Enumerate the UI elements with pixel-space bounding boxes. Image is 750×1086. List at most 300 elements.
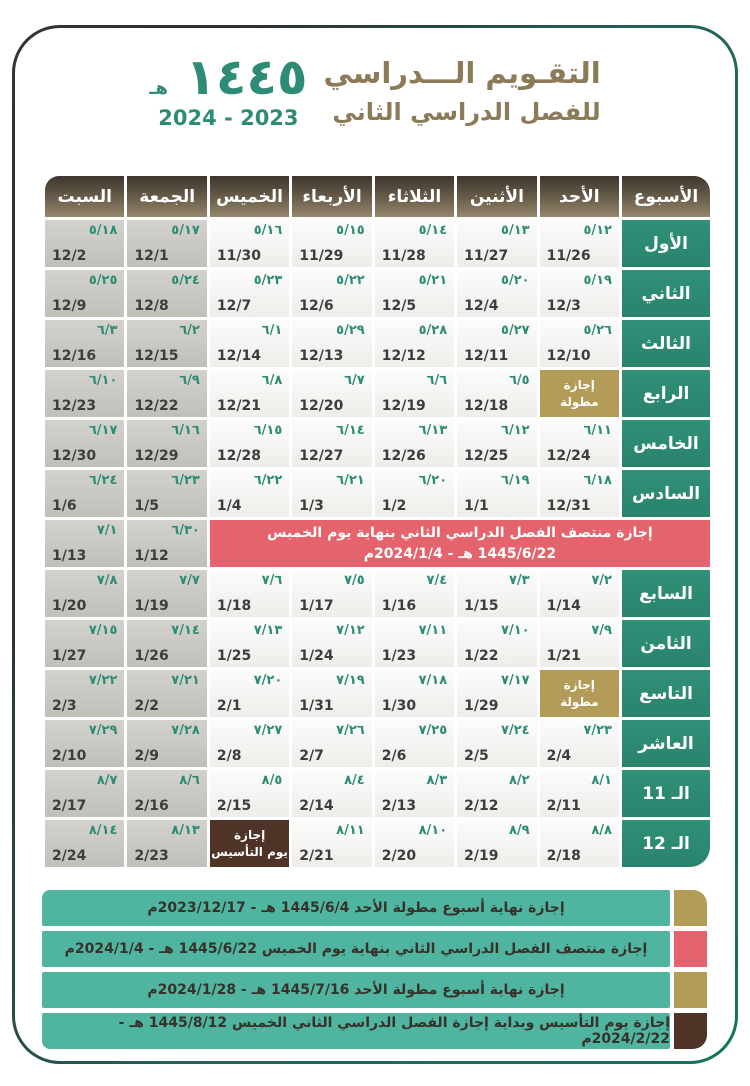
hijri-date: ٦/٩	[179, 373, 200, 388]
gregorian-date: 2/1	[216, 698, 242, 714]
hijri-date: ٧/٢٢	[88, 673, 118, 688]
gregorian-date: 12/11	[464, 348, 509, 364]
hijri-date: ٨/١١	[336, 823, 365, 838]
hijri-date: ٨/٨	[591, 823, 612, 838]
day-cell	[375, 320, 454, 367]
hijri-date: ٥/١٦	[253, 223, 283, 238]
day-cell	[375, 620, 454, 667]
gregorian-date: 12/5	[381, 298, 417, 314]
legend-label: إجازة نهاية أسبوع مطولة الأحد 1445/7/16 هـ - 2024/1/28م	[42, 972, 670, 1008]
hijri-date: ٧/٤	[426, 573, 448, 588]
hijri-date: ٧/٨	[96, 573, 118, 588]
day-cell	[375, 720, 454, 767]
calendar-table	[45, 176, 710, 867]
gregorian-date: 12/12	[381, 348, 426, 364]
day-cell	[45, 770, 124, 817]
hijri-year: ١٤٤٥ هـ	[149, 48, 308, 106]
day-cell	[292, 570, 371, 617]
day-cell	[210, 320, 289, 367]
day-cell	[45, 270, 124, 317]
hijri-date: ٧/١١	[418, 623, 448, 638]
legend-swatch-red	[674, 931, 707, 967]
hijri-date: ٧/٢٩	[88, 723, 118, 738]
hijri-date: ٥/٢٩	[336, 323, 365, 338]
hijri-date: ٦/٢١	[336, 473, 365, 488]
hijri-date: ٦/٢٠	[418, 473, 448, 488]
gregorian-date: 12/10	[546, 348, 591, 364]
day-cell	[375, 570, 454, 617]
gregorian-date: 2/7	[299, 748, 324, 764]
hijri-date: ٥/١٢	[583, 223, 612, 238]
day-cell	[292, 770, 371, 817]
holiday-line: إجازة	[563, 678, 595, 693]
legend-label: إجازة نهاية أسبوع مطولة الأحد 1445/6/4 هـ - 2023/12/17م	[42, 890, 670, 926]
day-header-cell: الخميس	[210, 176, 289, 217]
gregorian-date: 12/28	[216, 448, 261, 464]
hijri-date: ٧/١٨	[418, 673, 448, 688]
day-header-cell: الأحد	[540, 176, 619, 217]
banner-line1: إجازة منتصف الفصل الدراسي الثاني بنهاية يوم الخميس	[267, 525, 653, 542]
gregorian-date: 1/5	[134, 498, 160, 514]
day-cell	[375, 470, 454, 517]
legend	[42, 890, 707, 1049]
gregorian-date: 1/20	[52, 598, 87, 614]
hijri-date: ٧/٢٦	[336, 723, 365, 738]
gregorian-date: 12/18	[464, 398, 509, 414]
gregorian-date: 1/17	[299, 598, 334, 614]
hijri-date: ٧/٢٠	[253, 673, 283, 688]
gregorian-date: 2/2	[134, 698, 160, 714]
hijri-date: ٨/٢	[508, 773, 530, 788]
hijri-date: ٦/٢	[179, 323, 200, 338]
hijri-date: ٦/٢٤	[88, 473, 118, 488]
day-cell	[375, 820, 454, 867]
day-cell	[292, 620, 371, 667]
gregorian-date: 12/3	[546, 298, 581, 314]
gregorian-date: 1/13	[52, 548, 87, 564]
day-cell	[210, 370, 289, 417]
day-cell	[127, 670, 206, 717]
day-cell	[210, 620, 289, 667]
legend-item	[42, 931, 707, 967]
title-year-block	[149, 48, 308, 130]
day-cell	[292, 270, 371, 317]
gregorian-date: 12/29	[134, 448, 179, 464]
long-weekend-holiday-cell	[540, 670, 619, 717]
hijri-date: ٧/١٥	[88, 623, 118, 638]
day-cell	[127, 520, 206, 567]
midterm-break-banner	[210, 520, 710, 567]
hijri-date: ٥/١٩	[583, 273, 612, 288]
day-cell	[457, 220, 536, 267]
hijri-date: ٧/١٩	[336, 673, 365, 688]
hijri-date: ٥/٢٤	[171, 273, 200, 288]
day-cell	[45, 470, 124, 517]
day-cell	[292, 420, 371, 467]
gregorian-date: 12/21	[216, 398, 261, 414]
gregorian-date: 11/26	[546, 248, 591, 264]
hijri-date: ٥/١٣	[501, 223, 530, 238]
gregorian-date: 2/4	[546, 748, 572, 764]
day-cell	[375, 770, 454, 817]
hijri-date: ٧/١٠	[501, 623, 530, 638]
hijri-date: ٦/٦	[426, 373, 448, 388]
legend-swatch-gold	[674, 890, 707, 926]
hijri-date: ٦/٣٠	[171, 523, 200, 538]
hijri-date: ٨/٥	[261, 773, 283, 788]
legend-item	[42, 972, 707, 1008]
hijri-date: ٥/٢١	[418, 273, 448, 288]
day-cell	[210, 670, 289, 717]
day-cell	[45, 670, 124, 717]
gregorian-date: 1/21	[546, 648, 581, 664]
gregorian-date: 12/19	[381, 398, 426, 414]
day-cell	[210, 570, 289, 617]
page-subtitle: للفصل الدراسي الثاني	[332, 98, 601, 126]
gregorian-date: 1/26	[134, 648, 169, 664]
gregorian-date: 12/9	[52, 298, 87, 314]
week-label: الأول	[622, 220, 710, 267]
page-title: التقـويم الـــدراسي	[323, 56, 601, 90]
hijri-date: ٦/٢٣	[171, 473, 200, 488]
hijri-date: ٧/٢١	[171, 673, 200, 688]
gregorian-date: 2/14	[299, 798, 334, 814]
gregorian-date: 12/6	[299, 298, 334, 314]
gregorian-date: 2/24	[52, 848, 87, 864]
day-cell	[292, 370, 371, 417]
gregorian-date: 1/12	[134, 548, 169, 564]
day-cell	[457, 670, 536, 717]
gregorian-date: 12/16	[52, 348, 97, 364]
banner-line2: 1445/6/22 هـ - 2024/1/4م	[363, 545, 557, 562]
gregorian-date: 1/15	[464, 598, 499, 614]
gregorian-date: 11/27	[464, 248, 509, 264]
holiday-line: مطولة	[560, 694, 599, 709]
day-cell	[457, 320, 536, 367]
legend-item	[42, 890, 707, 926]
day-cell	[375, 270, 454, 317]
week-label: التاسع	[622, 670, 710, 717]
hijri-date: ٨/١٤	[88, 823, 118, 838]
gregorian-date: 2/5	[464, 748, 489, 764]
week-label: العاشر	[622, 720, 710, 767]
day-cell	[127, 370, 206, 417]
day-cell	[45, 520, 124, 567]
hijri-date: ٥/٢٨	[418, 323, 448, 338]
hijri-date: ٧/٩	[591, 623, 612, 638]
day-cell	[210, 270, 289, 317]
gregorian-date: 2/10	[52, 748, 87, 764]
legend-swatch-gold	[674, 972, 707, 1008]
day-cell	[457, 270, 536, 317]
day-cell	[540, 620, 619, 667]
hijri-date: ٧/٢٧	[253, 723, 283, 738]
gregorian-date: 1/2	[381, 498, 407, 514]
gregorian-date: 12/8	[134, 298, 169, 314]
gregorian-date: 2/6	[381, 748, 407, 764]
gregorian-date: 12/27	[299, 448, 344, 464]
holiday-line: إجازة	[233, 828, 266, 843]
hijri-date: ٦/١٢	[501, 423, 530, 438]
legend-label: إجازة يوم التأسيس وبداية إجازة الفصل الدراسي الثاني الخميس 1445/8/12 هـ - 2024/2/22م	[42, 1013, 670, 1049]
gregorian-date: 12/15	[134, 348, 179, 364]
hijri-date: ٨/٤	[344, 773, 365, 788]
gregorian-date: 2/18	[546, 848, 581, 864]
gregorian-date: 12/22	[134, 398, 179, 414]
hijri-date: ٥/٢٧	[501, 323, 530, 338]
gregorian-date: 11/28	[381, 248, 426, 264]
hijri-date: ٨/١٣	[171, 823, 200, 838]
hijri-date: ٧/٢	[591, 573, 612, 588]
gregorian-date: 12/20	[299, 398, 344, 414]
gregorian-date: 1/19	[134, 598, 169, 614]
gregorian-date: 2/21	[299, 848, 334, 864]
day-cell	[127, 770, 206, 817]
hijri-date: ٦/١٠	[88, 373, 118, 388]
holiday-line: يوم التأسيس	[211, 844, 288, 859]
day-cell	[457, 570, 536, 617]
day-cell	[45, 370, 124, 417]
week-label: الثاني	[622, 270, 710, 317]
hijri-date: ٦/٥	[508, 373, 530, 388]
hijri-date: ٧/٢٤	[501, 723, 530, 738]
gregorian-date: 1/16	[381, 598, 417, 614]
day-cell	[292, 470, 371, 517]
gregorian-date: 1/22	[464, 648, 499, 664]
day-cell	[210, 420, 289, 467]
hijri-date: ٨/٩	[508, 823, 530, 838]
gregorian-date: 1/30	[381, 698, 417, 714]
hijri-date: ٧/١٣	[253, 623, 283, 638]
hijri-date: ٦/١٥	[253, 423, 283, 438]
gregorian-date: 12/4	[464, 298, 499, 314]
hijri-date: ٧/٢٨	[171, 723, 200, 738]
gregorian-date: 1/3	[299, 498, 324, 514]
hijri-date: ٥/٢٦	[583, 323, 612, 338]
day-cell	[292, 720, 371, 767]
gregorian-date: 12/26	[381, 448, 426, 464]
day-cell	[457, 370, 536, 417]
week-label: الثالث	[622, 320, 710, 367]
gregorian-date: 1/31	[299, 698, 334, 714]
day-cell	[127, 420, 206, 467]
week-label: الـ 12	[622, 820, 710, 867]
hijri-date: ٧/٢٣	[583, 723, 612, 738]
day-cell	[375, 670, 454, 717]
legend-label: إجازة منتصف الفصل الدراسي الثاني بنهاية يوم الخميس 1445/6/22 هـ - 2024/1/4م	[42, 931, 670, 967]
hijri-date: ٧/١٤	[171, 623, 200, 638]
gregorian-date: 2/13	[381, 798, 417, 814]
day-cell	[457, 470, 536, 517]
gregorian-date: 11/29	[299, 248, 344, 264]
day-cell	[210, 720, 289, 767]
gregorian-date: 2/17	[52, 798, 87, 814]
gregorian-date: 1/25	[216, 648, 252, 664]
gregorian-date: 1/27	[52, 648, 87, 664]
gregorian-date: 12/7	[216, 298, 252, 314]
day-cell	[127, 270, 206, 317]
gregorian-date: 1/18	[216, 598, 252, 614]
day-cell	[540, 570, 619, 617]
day-cell	[45, 570, 124, 617]
gregorian-date: 1/14	[546, 598, 581, 614]
title-text	[323, 56, 600, 126]
hijri-date: ٦/١١	[583, 423, 612, 438]
day-cell	[457, 720, 536, 767]
day-header-cell: الجمعة	[127, 176, 206, 217]
holiday-line: مطولة	[560, 394, 599, 409]
hijri-date: ٨/١٠	[418, 823, 448, 838]
day-cell	[292, 820, 371, 867]
day-cell	[127, 570, 206, 617]
hijri-date: ٦/١٣	[418, 423, 448, 438]
day-cell	[127, 720, 206, 767]
day-cell	[457, 770, 536, 817]
day-header-cell: السبت	[45, 176, 124, 217]
day-cell	[45, 320, 124, 367]
hijri-date: ٨/٧	[96, 773, 118, 788]
gregorian-date: 12/1	[134, 248, 169, 264]
hijri-date: ٦/٨	[261, 373, 283, 388]
gregorian-date: 2/8	[216, 748, 242, 764]
gregorian-date: 12/23	[52, 398, 97, 414]
hijri-date: ٦/١	[261, 323, 283, 338]
day-cell	[127, 220, 206, 267]
day-cell	[292, 320, 371, 367]
day-cell	[375, 370, 454, 417]
hijri-date: ٦/١٤	[336, 423, 365, 438]
hijri-date: ٦/١٧	[88, 423, 118, 438]
day-cell	[45, 820, 124, 867]
hijri-date: ٧/١٧	[501, 673, 530, 688]
hijri-date: ٦/٢٢	[253, 473, 283, 488]
legend-item	[42, 1013, 707, 1049]
day-cell	[127, 320, 206, 367]
gregorian-date: 2/23	[134, 848, 169, 864]
day-header-cell: الثلاثاء	[375, 176, 454, 217]
hijri-suffix: هـ	[149, 78, 168, 99]
day-cell	[292, 220, 371, 267]
hijri-date: ٨/٣	[426, 773, 448, 788]
gregorian-date: 12/25	[464, 448, 509, 464]
hijri-date: ٧/٢٥	[418, 723, 448, 738]
day-cell	[127, 820, 206, 867]
day-cell	[457, 420, 536, 467]
hijri-date: ٧/٦	[261, 573, 283, 588]
day-cell	[457, 620, 536, 667]
hijri-date: ٦/١٦	[171, 423, 200, 438]
founding-day-holiday-cell	[210, 820, 289, 867]
gregorian-date: 1/24	[299, 648, 334, 664]
gregorian-date: 2/11	[546, 798, 581, 814]
hijri-date: ٧/١	[96, 523, 118, 538]
day-cell	[45, 620, 124, 667]
week-column-header: الأسبوع	[622, 176, 710, 217]
gregorian-date: 2/19	[464, 848, 499, 864]
calendar-title-block	[0, 48, 750, 130]
hijri-date: ٥/١٤	[418, 223, 448, 238]
gregorian-date: 2/3	[52, 698, 77, 714]
week-label: الخامس	[622, 420, 710, 467]
hijri-date: ٧/١٢	[336, 623, 365, 638]
week-label: الرابع	[622, 370, 710, 417]
week-label: السابع	[622, 570, 710, 617]
hijri-date: ٨/١	[591, 773, 612, 788]
gregorian-date: 12/24	[546, 448, 591, 464]
hijri-date: ٧/٧	[179, 573, 200, 588]
day-cell	[540, 220, 619, 267]
day-cell	[540, 420, 619, 467]
day-cell	[540, 320, 619, 367]
day-cell	[45, 420, 124, 467]
long-weekend-holiday-cell	[540, 370, 619, 417]
hijri-date: ٥/٢٢	[336, 273, 365, 288]
hijri-date: ٦/١٨	[583, 473, 612, 488]
day-cell	[540, 820, 619, 867]
day-cell	[127, 470, 206, 517]
day-cell	[210, 470, 289, 517]
day-header-cell: الأثنين	[457, 176, 536, 217]
gregorian-date: 2/12	[464, 798, 499, 814]
hijri-date: ٧/٣	[508, 573, 530, 588]
week-label: الثامن	[622, 620, 710, 667]
gregorian-date: 1/29	[464, 698, 499, 714]
day-cell	[210, 220, 289, 267]
hijri-date: ٥/٢٥	[88, 273, 118, 288]
gregorian-date: 1/23	[381, 648, 417, 664]
day-cell	[127, 620, 206, 667]
day-cell	[540, 720, 619, 767]
gregorian-date: 11/30	[216, 248, 261, 264]
hijri-date: ٥/٢٣	[253, 273, 283, 288]
hijri-date: ٥/٢٠	[501, 273, 530, 288]
day-cell	[540, 270, 619, 317]
day-cell	[292, 670, 371, 717]
hijri-date: ٥/١٥	[336, 223, 365, 238]
day-cell	[375, 220, 454, 267]
day-cell	[540, 770, 619, 817]
day-cell	[540, 470, 619, 517]
gregorian-date: 2/15	[216, 798, 252, 814]
week-label: السادس	[622, 470, 710, 517]
legend-swatch-brown	[674, 1013, 707, 1049]
hijri-date: ٧/٥	[344, 573, 365, 588]
gregorian-date: 2/16	[134, 798, 169, 814]
gregorian-date: 2/9	[134, 748, 160, 764]
gregorian-date: 1/4	[216, 498, 242, 514]
hijri-date: ٨/٦	[179, 773, 200, 788]
gregorian-date: 12/13	[299, 348, 344, 364]
hijri-date: ٦/٧	[344, 373, 365, 388]
gregorian-date: 1/1	[464, 498, 489, 514]
day-cell	[45, 220, 124, 267]
day-cell	[45, 720, 124, 767]
hijri-date: ٦/٣	[96, 323, 118, 338]
hijri-date: ٥/١٨	[88, 223, 118, 238]
day-cell	[457, 820, 536, 867]
day-cell	[375, 420, 454, 467]
gregorian-date: 12/14	[216, 348, 261, 364]
gregorian-date: 12/31	[546, 498, 591, 514]
holiday-line: إجازة	[563, 378, 595, 393]
gregorian-date: 12/30	[52, 448, 97, 464]
gregorian-year-range: 2024 - 2023	[158, 106, 299, 130]
gregorian-date: 1/6	[52, 498, 77, 514]
day-header-cell: الأربعاء	[292, 176, 371, 217]
week-label: الـ 11	[622, 770, 710, 817]
gregorian-date: 2/20	[381, 848, 417, 864]
hijri-date: ٥/١٧	[171, 223, 200, 238]
